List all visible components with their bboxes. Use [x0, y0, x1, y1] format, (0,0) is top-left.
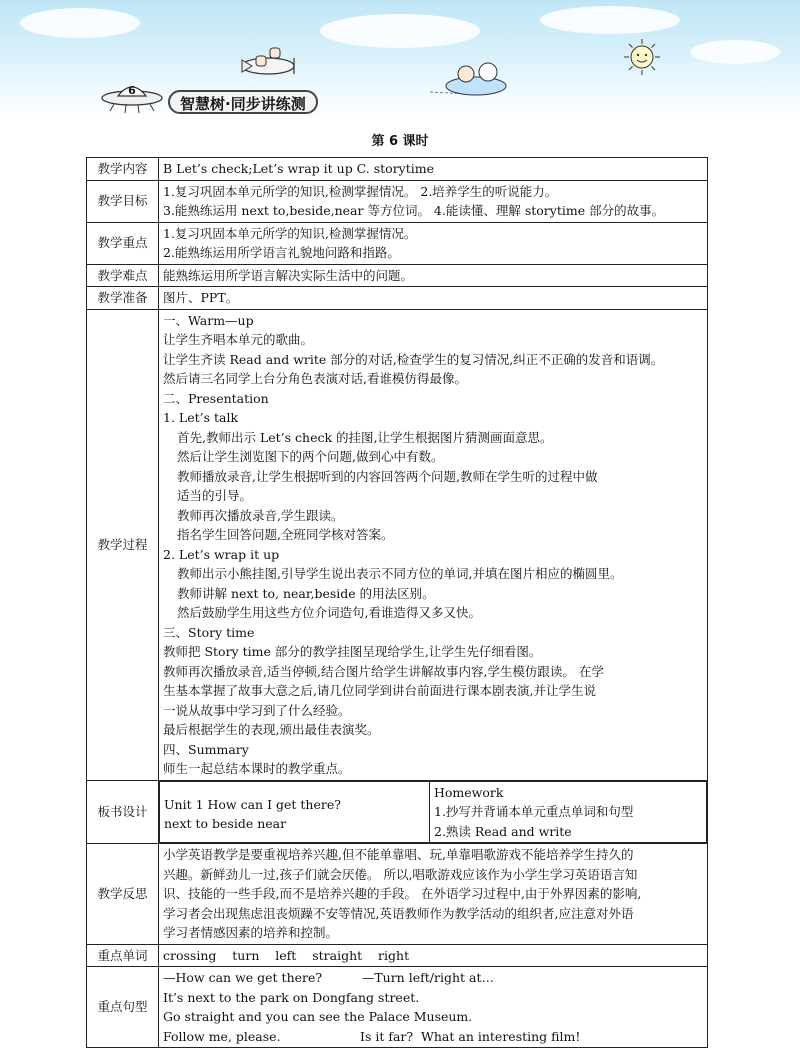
row-text: B Let’s check;Let’s wrap it up C. storytime — [163, 161, 435, 176]
row-goals — [87, 180, 708, 222]
sentence-line: Go straight and you can see the Palace Museum. — [163, 1009, 473, 1024]
page-number: 6 — [128, 84, 136, 97]
row-reflection — [87, 844, 708, 945]
row-text: 3.能熟练运用 next to,beside,near 等方位词。 4.能读懂、理解 storytime 部分的故事。 — [163, 203, 665, 218]
header-banner — [0, 0, 800, 122]
board-line: 2.熟读 Read and write — [434, 823, 572, 839]
row-board — [87, 780, 708, 844]
process-line: 最后根据学生的表现,颁出最佳表演奖。 — [163, 722, 380, 737]
reflection-line: 学习者会出现焦虑沮丧烦躁不安等情况,英语教师作为教学活动的组织者,应注意对外语 — [163, 905, 634, 921]
section-heading: 一、Warm—up — [163, 312, 254, 328]
board-line: next to beside near — [164, 816, 287, 832]
row-text: 图片、PPT。 — [163, 290, 239, 305]
cloud-decoration — [20, 8, 140, 38]
process-line: 指名学生回答问题,全班同学核对答案。 — [177, 527, 394, 542]
row-process — [87, 309, 708, 780]
reflection-line: 小学英语教学是要重视培养兴趣,但不能单靠唱、玩,单靠唱歌游戏不能培养学生持久的 — [163, 847, 634, 862]
row-key-sentences — [87, 967, 708, 1048]
row-label: 重点单词 — [87, 944, 159, 967]
process-line: 然后请三名同学上台分角色表演对话,看谁模仿得最像。 — [163, 371, 467, 386]
ufo-icon — [100, 78, 164, 118]
row-label: 教学难点 — [87, 264, 159, 287]
row-text: 2.能熟练运用所学语言礼貌地问路和指路。 — [163, 245, 400, 260]
row-content — [87, 158, 708, 181]
row-label: 教学准备 — [87, 287, 159, 310]
sun-icon — [623, 38, 661, 76]
process-line: 一说从故事中学习到了什么经验。 — [163, 702, 351, 718]
board-line: Unit 1 How can I get there? — [164, 796, 341, 812]
subsection-heading: 1. Let’s talk — [163, 410, 239, 425]
process-line: 首先,教师出示 Let’s check 的挂图,让学生根据图片猜测画面意思。 — [177, 429, 553, 445]
board-line: 1.抄写并背诵本单元重点单词和句型 — [434, 804, 634, 819]
row-label: 教学反思 — [87, 844, 159, 945]
row-label: 教学过程 — [87, 309, 159, 780]
sentence-line: Follow me, please. Is it far? What an interesting film! — [163, 1028, 581, 1044]
reflection-line: 学习者情感因素的培养和控制。 — [163, 925, 339, 940]
row-difficulty — [87, 264, 708, 287]
reflection-line: 兴趣。新鲜劲儿一过,孩子们就会厌倦。 所以,唱歌游戏应该作为小学生学习英语语言知 — [163, 866, 638, 882]
section-heading: 四、Summary — [163, 741, 249, 757]
row-label: 重点句型 — [87, 967, 159, 1048]
process-line: 师生一起总结本课时的教学重点。 — [163, 761, 351, 776]
process-line: 教师再次播放录音,学生跟读。 — [177, 507, 344, 523]
process-line: 让学生齐读 Read and write 部分的对话,检查学生的复习情况,纠正不正确的发音和语调。 — [163, 351, 664, 367]
row-text: 1.复习巩固本单元所学的知识,检测掌握情况。 — [163, 225, 417, 241]
row-label: 板书设计 — [87, 780, 159, 844]
row-text: 1.复习巩固本单元所学的知识,检测掌握情况。 2.培养学生的听说能力。 — [163, 183, 558, 199]
board-layout — [159, 781, 707, 844]
row-label: 教学目标 — [87, 180, 159, 222]
section-heading: 三、Story time — [163, 624, 255, 640]
cloud-decoration — [540, 6, 680, 34]
process-line: 教师把 Story time 部分的教学挂图呈现给学生,让学生先仔细看图。 — [163, 644, 542, 659]
subsection-heading: 2. Let’s wrap it up — [163, 546, 280, 562]
row-label: 教学内容 — [87, 158, 159, 181]
lesson-plan-table — [86, 157, 708, 1048]
row-label: 教学重点 — [87, 222, 159, 264]
sentence-line: It’s next to the park on Dongfang street. — [163, 989, 420, 1005]
process-line: 教师再次播放录音,适当停顿,结合图片给学生讲解故事内容,学生模仿跟读。 在学 — [163, 663, 604, 679]
row-text: crossing turn left straight right — [163, 947, 410, 963]
row-text: 能熟练运用所学语言解决实际生活中的问题。 — [163, 267, 414, 283]
series-title: 智慧树·同步讲练测 — [168, 90, 318, 114]
reflection-line: 识、技能的一些手段,而不是培养兴趣的手段。 在外语学习过程中,由于外界因素的影响, — [163, 886, 642, 901]
board-line: Homework — [434, 784, 504, 800]
process-line: 然后鼓励学生用这些方位介词造句,看谁造得又多又快。 — [177, 605, 481, 620]
row-key-words — [87, 944, 708, 967]
cloud-decoration — [690, 40, 780, 64]
row-preparation — [87, 287, 708, 310]
flying-kids-icon — [430, 52, 510, 100]
process-line: 让学生齐唱本单元的歌曲。 — [163, 332, 314, 347]
section-heading: 二、Presentation — [163, 390, 269, 406]
process-line: 然后让学生浏览图下的两个问题,做到心中有数。 — [177, 449, 444, 464]
cloud-decoration — [320, 14, 480, 48]
lesson-title: 第 6 课时 — [371, 134, 429, 149]
process-line: 生基本掌握了故事大意之后,请几位同学到讲台前面进行课本剧表演,并让学生说 — [163, 683, 596, 698]
process-line: 教师讲解 next to, near,beside 的用法区别。 — [177, 585, 435, 601]
row-key-points — [87, 222, 708, 264]
process-line: 适当的引导。 — [177, 488, 253, 503]
process-line: 教师播放录音,让学生根据听到的内容回答两个问题,教师在学生听的过程中做 — [177, 468, 598, 484]
process-line: 教师出示小熊挂图,引导学生说出表示不同方位的单词,并填在图片相应的椭圆里。 — [177, 566, 623, 581]
airplane-kids-icon — [236, 34, 300, 86]
sentence-line: —How can we get there? —Turn left/right at… — [163, 970, 494, 985]
